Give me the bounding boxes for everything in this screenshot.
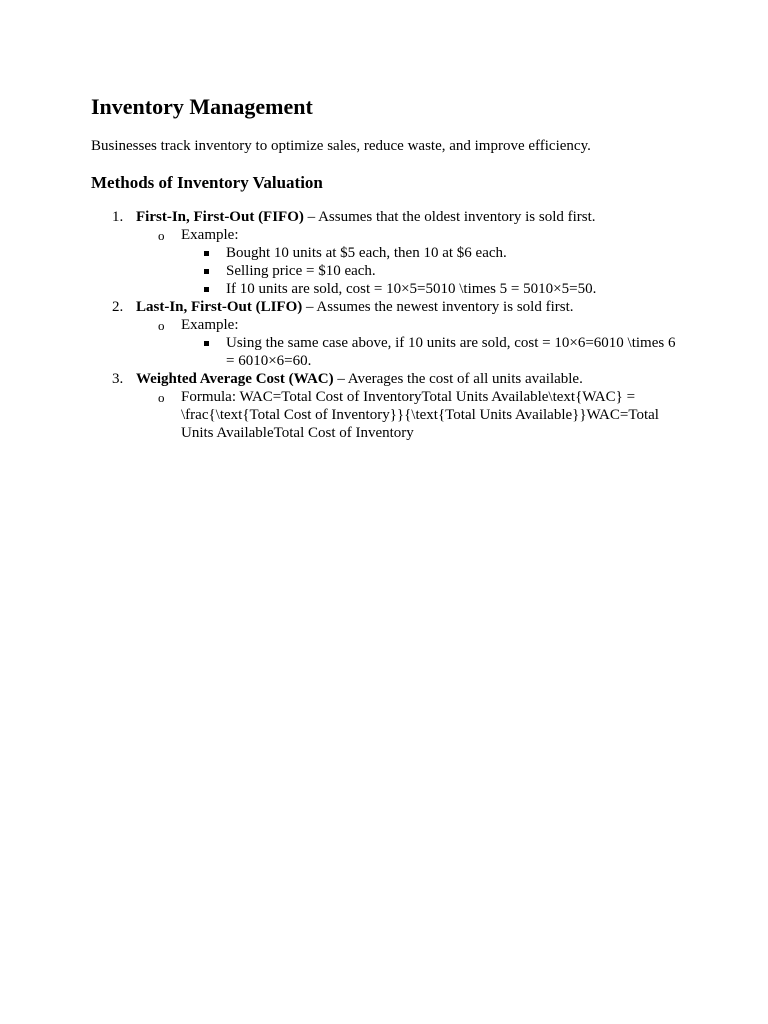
square-bullet-icon: [204, 251, 209, 256]
detail-list: [181, 244, 680, 298]
detail-text: If 10 units are sold, cost = 10×5=5010 \times 5 = 5010×5=50.: [226, 281, 597, 297]
sub-list-item: [136, 388, 680, 442]
circle-bullet-icon: o: [158, 318, 165, 333]
sub-label: Example:: [181, 227, 239, 243]
sub-label: Example:: [181, 317, 239, 333]
detail-text: Bought 10 units at $5 each, then 10 at $6 each.: [226, 245, 507, 261]
detail-list: [181, 334, 680, 370]
square-bullet-icon: [204, 341, 209, 346]
detail-item: [181, 334, 680, 370]
method-description: – Assumes the newest inventory is sold first.: [302, 299, 574, 315]
list-number: 3.: [112, 371, 124, 387]
sub-list-item: [136, 316, 680, 370]
method-item-fifo: [91, 208, 680, 298]
circle-bullet-icon: o: [158, 390, 165, 405]
detail-item: [181, 244, 680, 262]
detail-text: Selling price = $10 each.: [226, 263, 376, 279]
sub-list-item: [136, 226, 680, 298]
method-item-wac: [91, 370, 680, 442]
detail-item: [181, 262, 680, 280]
section-heading: Methods of Inventory Valuation: [91, 173, 323, 192]
document-title: Inventory Management: [91, 94, 313, 119]
method-name: Weighted Average Cost (WAC): [136, 371, 334, 387]
list-number: 2.: [112, 299, 124, 315]
method-description: – Averages the cost of all units available.: [333, 371, 583, 387]
methods-list: [91, 208, 680, 442]
square-bullet-icon: [204, 269, 209, 274]
list-number: 1.: [112, 209, 124, 225]
sub-list: [136, 388, 680, 442]
method-name: First-In, First-Out (FIFO): [136, 209, 304, 225]
detail-text: Using the same case above, if 10 units are sold, cost = 10×6=6010 \times 6 = 6010×6=60.: [226, 335, 676, 369]
method-item-lifo: [91, 298, 680, 370]
square-bullet-icon: [204, 287, 209, 292]
detail-item: [181, 280, 680, 298]
intro-paragraph: Businesses track inventory to optimize sales, reduce waste, and improve efficiency.: [91, 138, 591, 154]
formula-text: Formula: WAC=Total Cost of InventoryTotal Units Available\text{WAC} = \frac{\text{Total Cost of Inventory}}{\text{Total Units Available}}WAC=Total Units AvailableTotal Cost of Inventory: [181, 389, 659, 441]
circle-bullet-icon: o: [158, 228, 165, 243]
sub-list: [136, 316, 680, 370]
method-description: – Assumes that the oldest inventory is sold first.: [303, 209, 596, 225]
sub-list: [136, 226, 680, 298]
method-name: Last-In, First-Out (LIFO): [136, 299, 303, 315]
